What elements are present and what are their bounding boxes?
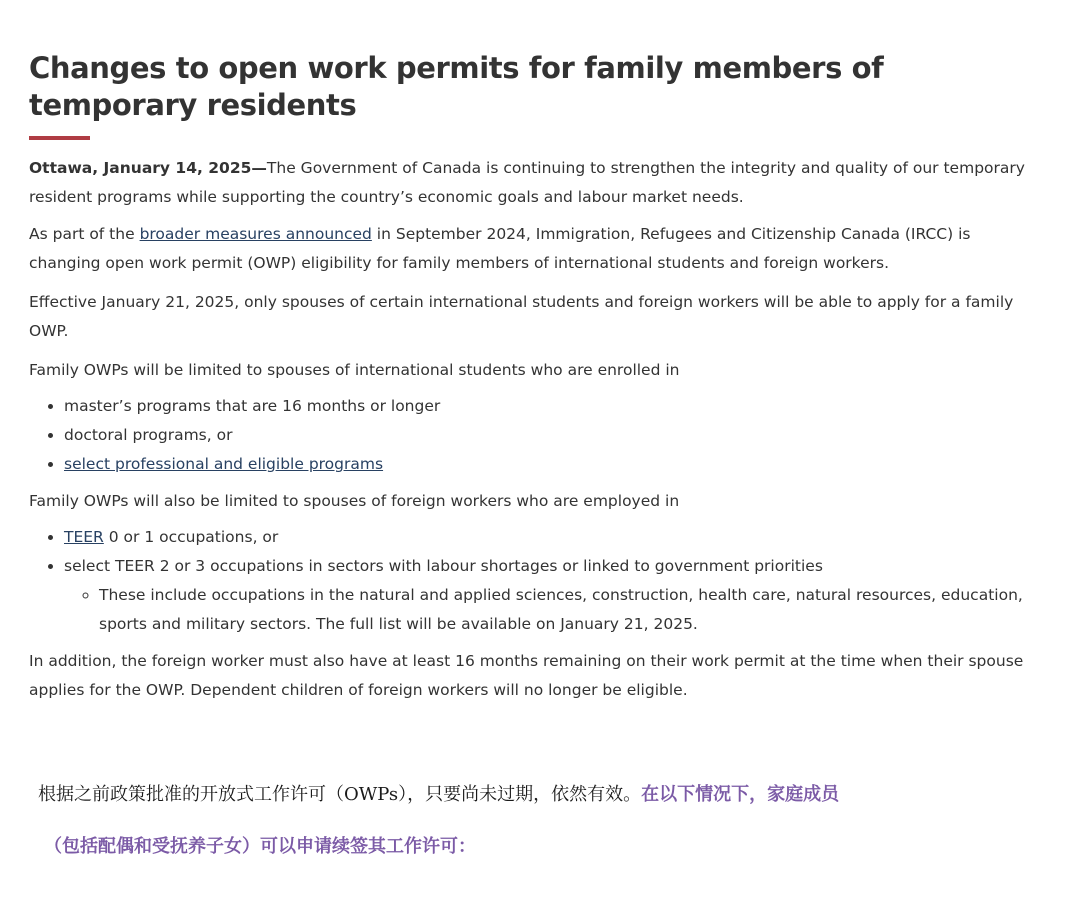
dateline: Ottawa, January 14, 2025— — [29, 159, 267, 177]
workers-list — [29, 523, 1029, 639]
intro-paragraph — [29, 154, 1029, 212]
workers-sublist — [64, 581, 1029, 639]
broader-measures-link[interactable]: broader measures announced — [139, 225, 372, 243]
chinese-note-highlight-2: （包括配偶和受抚养子女）可以申请续签其工作许可： — [44, 836, 476, 857]
chinese-note-line-1 — [38, 768, 1048, 821]
teer-2-3-item-text: select TEER 2 or 3 occupations in sectors with labour shortages or linked to government priorities — [64, 557, 823, 575]
teer-item-text: 0 or 1 occupations, or — [103, 528, 279, 546]
page-title: Changes to open work permits for family members of temporary residents — [29, 51, 884, 122]
teer-link[interactable]: TEER — [64, 528, 104, 546]
chinese-note-highlight: 在以下情况下，家庭成员 — [641, 784, 840, 805]
workers-lead-paragraph: Family OWPs will also be limited to spouses of foreign workers who are employed in — [29, 492, 680, 510]
chinese-note-line-2 — [44, 820, 1054, 873]
sublist-item: ◦ These include occupations in the natural and applied sciences, construction, health care, natural resources, education, sports and military sectors. The full list will be available on January 21, 2025. — [99, 581, 1029, 639]
closing-paragraph: In addition, the foreign worker must also have at least 16 months remaining on their work permit at the time when their spouse applies for the OWP. Dependent children of foreign workers will no longer be eligible. — [29, 652, 1024, 699]
students-list — [29, 392, 1029, 479]
list-item: • doctoral programs, or — [64, 421, 1029, 450]
news-article — [29, 50, 1029, 715]
effective-date-paragraph: Effective January 21, 2025, only spouses of certain international students and foreign workers will be able to apply for a family OWP. — [29, 293, 1014, 340]
title-accent-rule — [29, 136, 90, 140]
measures-text-before: As part of the — [29, 225, 140, 243]
list-item — [64, 523, 1029, 552]
list-item — [64, 552, 1029, 639]
select-programs-link[interactable]: select professional and eligible programs — [64, 455, 384, 473]
students-lead-paragraph: Family OWPs will be limited to spouses of international students who are enrolled in — [29, 361, 680, 379]
chinese-note-plain: 根据之前政策批准的开放式工作许可（OWPs），只要尚未过期，依然有效。 — [38, 784, 642, 805]
list-item: • master’s programs that are 16 months or longer — [64, 392, 1029, 421]
intro-text: The Government of Canada is continuing to strengthen the integrity and quality of our temporary resident programs while supporting the country’s economic goals and labour market needs. — [29, 159, 1025, 206]
measures-paragraph — [29, 220, 1029, 278]
measures-text-after: in September 2024, Immigration, Refugees and Citizenship Canada (IRCC) is changing open work permit (OWP) eligibility for family members of international students and foreign workers. — [29, 225, 971, 272]
list-item — [64, 450, 1029, 479]
